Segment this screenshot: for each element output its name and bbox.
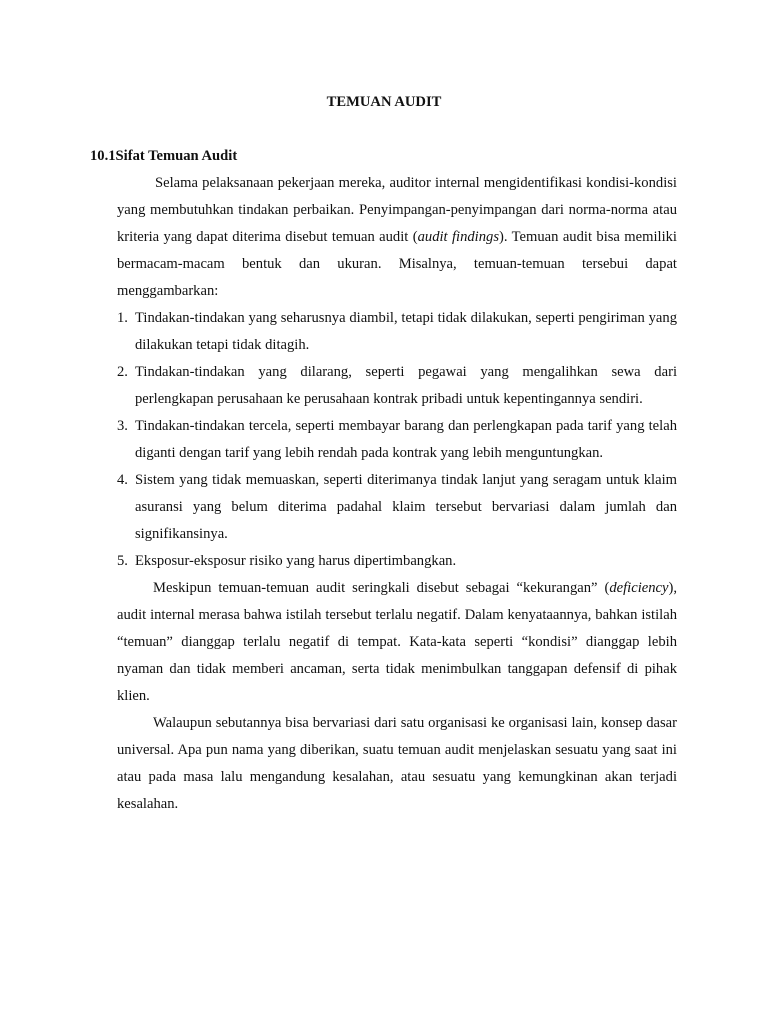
list-item-text: Tindakan-tindakan tercela, seperti membayar barang dan perlengkapan pada tarif yang telah diganti dengan tarif yang lebih rendah pada kontrak yang lebih menguntungkan.	[135, 418, 677, 461]
intro-paragraph	[117, 170, 677, 305]
section-heading: 10.1Sifat Temuan Audit	[90, 148, 238, 164]
list-item-number: 4.	[117, 472, 128, 488]
list-item-number: 1.	[117, 310, 128, 326]
list-item-text: Tindakan-tindakan yang dilarang, seperti pegawai yang mengalihkan sewa dari perlengkapan perusahaan ke perusahaan kontrak pribadi untuk kepentingannya sendiri.	[135, 364, 677, 407]
paragraph-two	[117, 575, 677, 710]
intro-text-after: ). Temuan audit bisa memiliki bermacam-macam bentuk dan ukuran. Misalnya, temuan-temuan tersebui dapat menggambarkan:	[117, 229, 677, 299]
intro-text-before: Selama pelaksanaan pekerjaan mereka, auditor internal mengidentifikasi kondisi-kondisi yang membutuhkan tindakan perbaikan. Penyimpangan-penyimpangan dari norma-norma atau kriteria yang dapat diterima disebut temuan audit (	[117, 175, 677, 245]
para2-italic-term: deficiency	[609, 580, 669, 596]
list-item	[117, 467, 677, 548]
paragraph-three: Walaupun sebutannya bisa bervariasi dari satu organisasi ke organisasi lain, konsep dasar universal. Apa pun nama yang diberikan, suatu temuan audit menjelaskan sesuatu yang saat ini atau pada masa lalu mengandung kesalahan, atau sesuatu yang kemungkinan akan terjadi kesalahan.	[117, 715, 677, 812]
page-title: TEMUAN AUDIT	[326, 94, 442, 110]
para2-text-after: ), audit internal merasa bahwa istilah tersebut terlalu negatif. Dalam kenyataannya, bahkan istilah “temuan” dianggap terlalu negatif di tempat. Kata-kata seperti “kondisi” dianggap lebih nyaman dan tidak memberi ancaman, serta tidak menimbulkan tanggapan defensif di pihak klien.	[117, 580, 677, 704]
para2-text-before: Meskipun temuan-temuan audit seringkali disebut sebagai “kekurangan” (	[153, 580, 610, 596]
intro-italic-term: audit findings	[417, 229, 500, 245]
list-item	[117, 413, 677, 467]
findings-list	[117, 305, 677, 575]
list-item-text: Eksposur-eksposur risiko yang harus dipertimbangkan.	[135, 553, 457, 569]
list-item-text: Sistem yang tidak memuaskan, seperti diterimanya tindak lanjut yang seragam untuk klaim asuransi yang belum diterima padahal klaim tersebut bervariasi dalam jumlah dan signifikansinya.	[135, 472, 677, 542]
list-item-text: Tindakan-tindakan yang seharusnya diambil, tetapi tidak dilakukan, seperti pengiriman yang dilakukan tetapi tidak ditagih.	[135, 310, 677, 353]
list-item	[117, 548, 677, 575]
list-item-number: 3.	[117, 418, 128, 434]
list-item	[117, 359, 677, 413]
list-item-number: 2.	[117, 364, 128, 380]
document-body	[117, 170, 677, 818]
list-item	[117, 305, 677, 359]
list-item-number: 5.	[117, 553, 128, 569]
